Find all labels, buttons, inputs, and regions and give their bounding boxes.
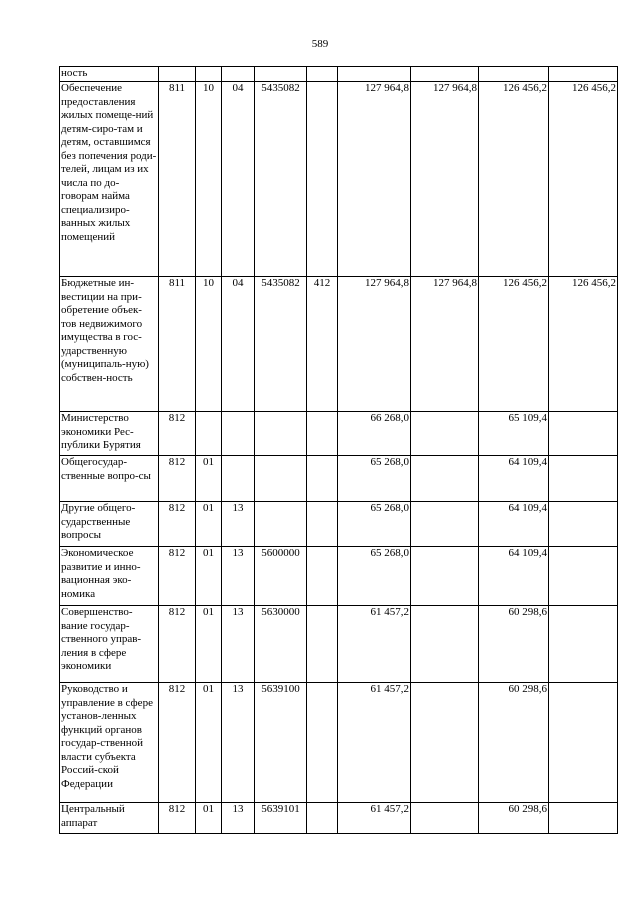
row-rz: 01 xyxy=(196,683,222,803)
row-gr: 812 xyxy=(159,803,196,834)
row-name: Экономическое развитие и инно-вационная эко-номика xyxy=(60,547,159,606)
row-sum-1: 127 964,8 xyxy=(338,82,411,277)
row-sum-2: 127 964,8 xyxy=(411,277,479,412)
row-vr: 412 xyxy=(307,277,338,412)
row-rz: 10 xyxy=(196,82,222,277)
row-vr xyxy=(307,606,338,683)
row-sum-2 xyxy=(411,412,479,456)
row-sum-1: 65 268,0 xyxy=(338,502,411,547)
row-csr: 5630000 xyxy=(255,606,307,683)
row-name: Общегосудар-ственные вопро-сы xyxy=(60,456,159,502)
page-number: 589 xyxy=(311,38,329,50)
row-gr: 812 xyxy=(159,412,196,456)
row-vr xyxy=(307,412,338,456)
row-sum-3: 64 109,4 xyxy=(479,547,549,606)
row-sum-1: 127 964,8 xyxy=(338,277,411,412)
row-gr: 812 xyxy=(159,606,196,683)
row-sum-4 xyxy=(549,683,618,803)
row-pr xyxy=(222,412,255,456)
table-row xyxy=(60,277,618,412)
row-name: Министерство экономики Рес-публики Бурятия xyxy=(60,412,159,456)
row-sum-2 xyxy=(411,683,479,803)
row-sum-2 xyxy=(411,67,479,82)
row-gr: 811 xyxy=(159,82,196,277)
row-sum-3: 126 456,2 xyxy=(479,82,549,277)
row-name: Обеспечение предоставления жилых помеще-ний детям-сиро-там и детям, оставшимся без попечения роди-телей, лицам из их числа по до-говорам найма специализиро-ванных жилых помещений xyxy=(60,82,159,277)
row-sum-4: 126 456,2 xyxy=(549,277,618,412)
row-rz xyxy=(196,412,222,456)
row-pr: 13 xyxy=(222,606,255,683)
row-vr xyxy=(307,502,338,547)
row-name: Совершенство-вание государ-ственного управ-ления в сфере экономики xyxy=(60,606,159,683)
row-sum-3: 60 298,6 xyxy=(479,803,549,834)
row-sum-3 xyxy=(479,67,549,82)
row-pr: 04 xyxy=(222,82,255,277)
row-gr: 812 xyxy=(159,547,196,606)
row-sum-4 xyxy=(549,547,618,606)
row-pr: 13 xyxy=(222,683,255,803)
row-sum-4: 126 456,2 xyxy=(549,82,618,277)
row-pr xyxy=(222,67,255,82)
row-gr xyxy=(159,67,196,82)
row-sum-4 xyxy=(549,803,618,834)
row-sum-3: 64 109,4 xyxy=(479,456,549,502)
row-name: Центральный аппарат xyxy=(60,803,159,834)
row-sum-3: 60 298,6 xyxy=(479,683,549,803)
row-csr: 5639101 xyxy=(255,803,307,834)
budget-table xyxy=(59,66,618,834)
table-row xyxy=(60,606,618,683)
row-pr: 13 xyxy=(222,547,255,606)
row-sum-1 xyxy=(338,67,411,82)
row-sum-2 xyxy=(411,547,479,606)
row-sum-1: 61 457,2 xyxy=(338,803,411,834)
row-rz: 01 xyxy=(196,502,222,547)
row-gr: 812 xyxy=(159,456,196,502)
row-csr xyxy=(255,412,307,456)
row-rz: 01 xyxy=(196,456,222,502)
row-sum-2 xyxy=(411,456,479,502)
row-sum-2 xyxy=(411,502,479,547)
table-row xyxy=(60,803,618,834)
row-csr xyxy=(255,502,307,547)
row-csr xyxy=(255,67,307,82)
row-vr xyxy=(307,547,338,606)
row-rz: 01 xyxy=(196,547,222,606)
table-row xyxy=(60,547,618,606)
row-sum-3: 60 298,6 xyxy=(479,606,549,683)
row-sum-1: 61 457,2 xyxy=(338,606,411,683)
row-vr xyxy=(307,82,338,277)
row-pr: 13 xyxy=(222,803,255,834)
row-name: Другие общего-сударственные вопросы xyxy=(60,502,159,547)
row-gr: 812 xyxy=(159,502,196,547)
row-pr: 04 xyxy=(222,277,255,412)
row-rz: 10 xyxy=(196,277,222,412)
row-vr xyxy=(307,683,338,803)
row-vr xyxy=(307,67,338,82)
row-sum-1: 65 268,0 xyxy=(338,547,411,606)
row-pr xyxy=(222,456,255,502)
row-rz: 01 xyxy=(196,803,222,834)
table-row xyxy=(60,67,618,82)
row-pr: 13 xyxy=(222,502,255,547)
row-gr: 811 xyxy=(159,277,196,412)
row-sum-3: 64 109,4 xyxy=(479,502,549,547)
row-sum-4 xyxy=(549,606,618,683)
row-sum-3: 65 109,4 xyxy=(479,412,549,456)
row-sum-2 xyxy=(411,803,479,834)
row-name: Бюджетные ин-вестиции на при-обретение объек-тов недвижимого имущества в гос-ударственную (муниципаль-ную) собствен-ность xyxy=(60,277,159,412)
table-row xyxy=(60,82,618,277)
row-sum-1: 65 268,0 xyxy=(338,456,411,502)
table-row xyxy=(60,412,618,456)
row-sum-4 xyxy=(549,67,618,82)
row-sum-1: 61 457,2 xyxy=(338,683,411,803)
row-sum-3: 126 456,2 xyxy=(479,277,549,412)
row-gr: 812 xyxy=(159,683,196,803)
row-csr: 5435082 xyxy=(255,277,307,412)
row-vr xyxy=(307,456,338,502)
row-sum-1: 66 268,0 xyxy=(338,412,411,456)
row-rz: 01 xyxy=(196,606,222,683)
table-row xyxy=(60,683,618,803)
row-sum-4 xyxy=(549,412,618,456)
row-csr: 5435082 xyxy=(255,82,307,277)
row-name: Руководство и управление в сфере установ-ленных функций органов государ-ственной власти субъекта Россий-ской Федерации xyxy=(60,683,159,803)
table-row xyxy=(60,456,618,502)
row-sum-4 xyxy=(549,456,618,502)
row-csr: 5639100 xyxy=(255,683,307,803)
table-row xyxy=(60,502,618,547)
row-name: ность xyxy=(60,67,159,82)
row-csr: 5600000 xyxy=(255,547,307,606)
row-csr xyxy=(255,456,307,502)
row-sum-4 xyxy=(549,502,618,547)
row-vr xyxy=(307,803,338,834)
row-sum-2: 127 964,8 xyxy=(411,82,479,277)
row-rz xyxy=(196,67,222,82)
row-sum-2 xyxy=(411,606,479,683)
